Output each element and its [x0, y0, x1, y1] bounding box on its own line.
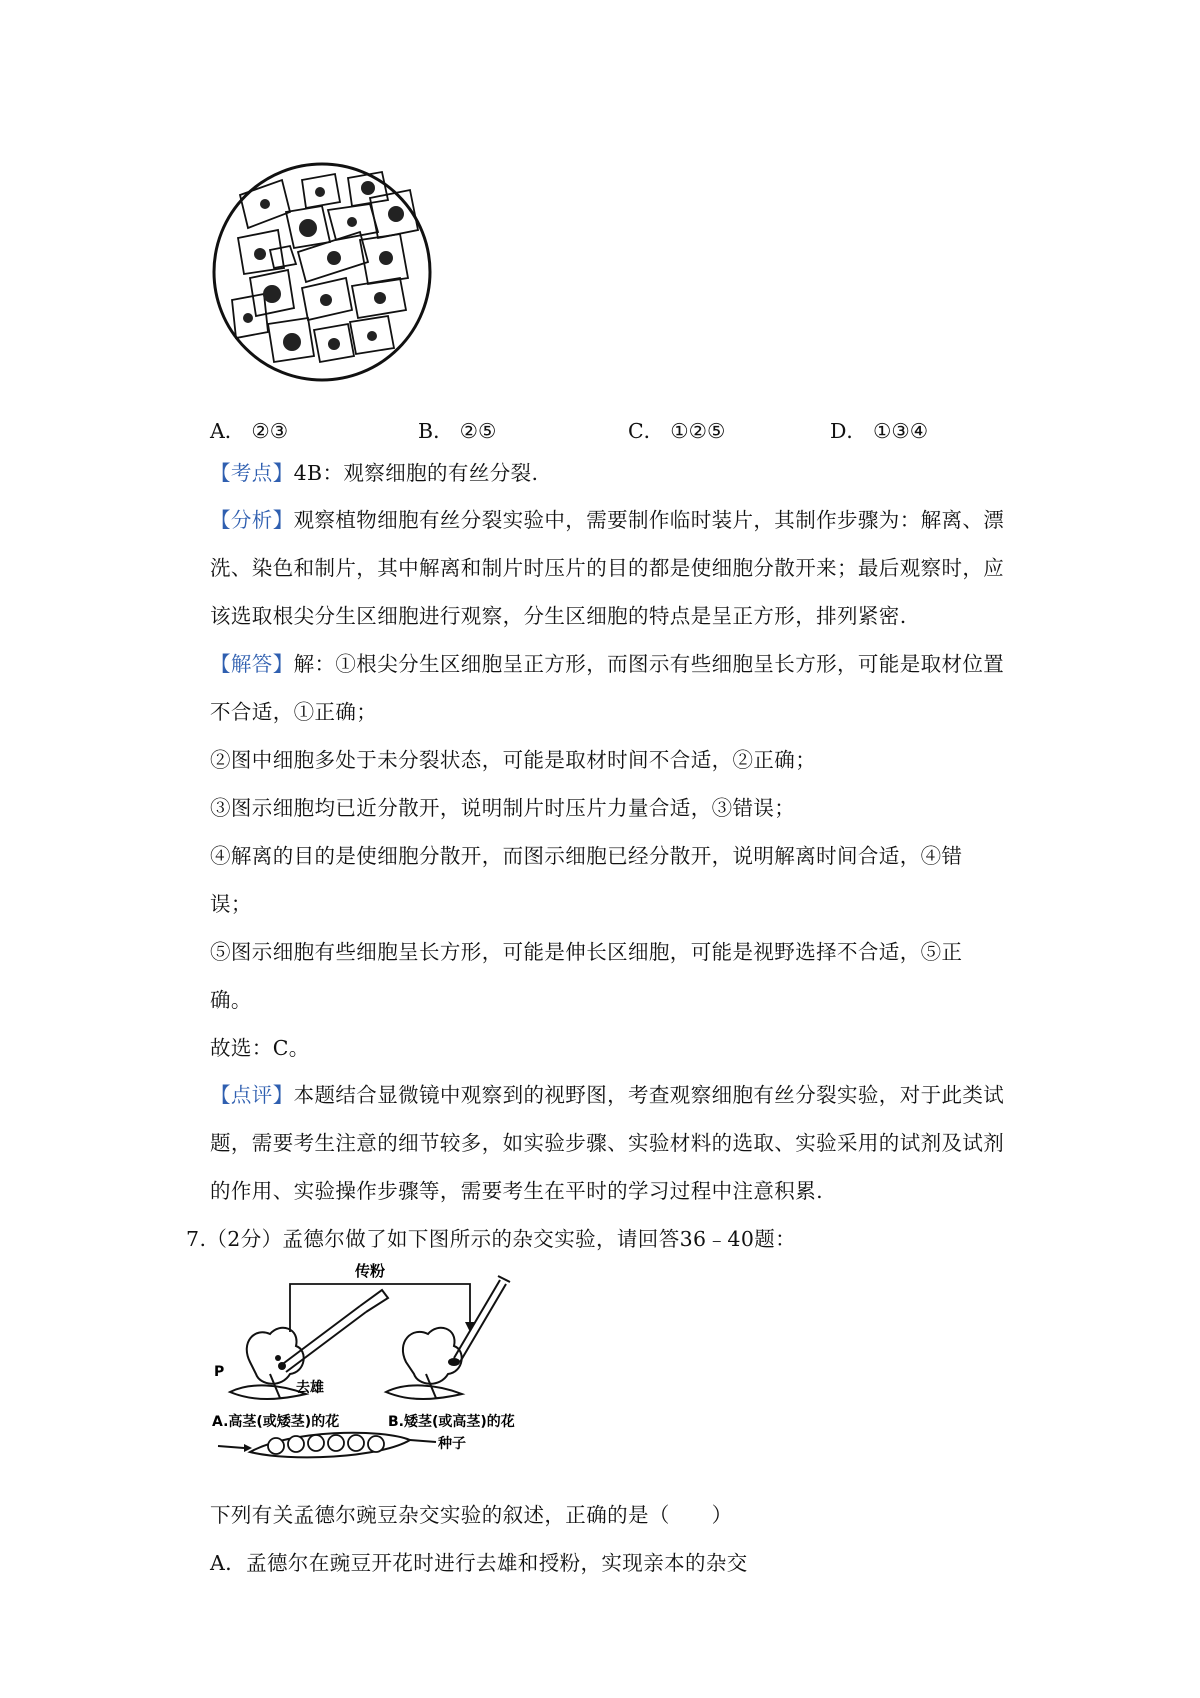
dianping-line-2: 题，需要考生注意的细节较多，如实验步骤、实验材料的选取、实验采用的试剂及试剂	[210, 1131, 1005, 1155]
dianping-tag: 【点评】	[210, 1083, 294, 1107]
label-seed: 种子	[438, 1436, 466, 1452]
jieda-text-1: 解：①根尖分生区细胞呈正方形，而图示有些细胞呈长方形，可能是取材位置	[293, 652, 1005, 676]
jieda-line-5: ④解离的目的是使细胞分散开，而图示细胞已经分散开，说明解离时间合适，④错	[210, 844, 963, 868]
q7-stem: 7.（2分）孟德尔做了如下图所示的杂交实验，请回答36﹣40题：	[186, 1227, 797, 1251]
jieda-line-6: 误；	[210, 892, 252, 916]
option-d-label: D．	[830, 419, 867, 443]
jieda-line-9: 故选：C。	[210, 1036, 310, 1060]
jieda-line-2: 不合适，①正确；	[210, 700, 378, 724]
option-b-label: B．	[418, 419, 454, 443]
label-p: P	[214, 1364, 225, 1380]
fenxi-text-1: 观察植物细胞有丝分裂实验中，需要制作临时装片，其制作步骤为：解离、漂	[293, 508, 1005, 532]
dianping-line-3: 的作用、实验操作步骤等，需要考生在平时的学习过程中注意积累.	[210, 1179, 824, 1203]
kaodian-text: 4B：观察细胞的有丝分裂.	[293, 461, 539, 485]
hybridization-svg	[210, 1262, 540, 1474]
kaodian-line	[210, 463, 538, 484]
label-flower-b: B.矮茎(或高茎)的花	[388, 1414, 515, 1430]
q7-option-a: A．孟德尔在豌豆开花时进行去雄和授粉，实现亲本的杂交	[210, 1551, 748, 1575]
option-d	[830, 414, 928, 444]
dianping-line-1	[210, 1085, 1004, 1106]
jieda-line-7: ⑤图示细胞有些细胞呈长方形，可能是伸长区细胞，可能是视野选择不合适，⑤正	[210, 940, 963, 964]
dianping-text-1: 本题结合显微镜中观察到的视野图，考查观察细胞有丝分裂实验，对于此类试	[293, 1083, 1005, 1107]
jieda-line-1	[210, 654, 1004, 675]
option-c-label: C．	[628, 419, 665, 443]
jieda-line-3: ②图中细胞多处于未分裂状态，可能是取材时间不合适，②正确；	[210, 748, 817, 772]
hybridization-figure	[210, 1262, 540, 1474]
option-a-value: ②③	[251, 419, 289, 443]
jieda-line-8: 确。	[210, 988, 252, 1012]
fenxi-line-2: 洗、染色和制片，其中解离和制片时压片的目的都是使细胞分散开来；最后观察时，应	[210, 556, 1005, 580]
option-b-value: ②⑤	[459, 419, 497, 443]
label-emasculate: 去雄	[296, 1380, 324, 1396]
fenxi-line-1	[210, 510, 1004, 531]
option-b	[418, 414, 496, 444]
option-a-label: A．	[210, 419, 246, 443]
option-c	[628, 414, 725, 444]
q7-question: 下列有关孟德尔豌豆杂交实验的叙述，正确的是（ ）	[210, 1503, 733, 1527]
option-d-value: ①③④	[872, 419, 929, 443]
label-flower-a: A.高茎(或矮茎)的花	[212, 1414, 340, 1430]
fenxi-line-3: 该选取根尖分生区细胞进行观察，分生区细胞的特点是呈正方形，排列紧密.	[210, 604, 907, 628]
option-a	[210, 414, 288, 444]
kaodian-tag: 【考点】	[210, 461, 294, 485]
microscope-figure	[210, 160, 434, 384]
microscope-field-svg	[210, 160, 434, 384]
jieda-line-4: ③图示细胞均已近分散开，说明制片时压片力量合适，③错误；	[210, 796, 796, 820]
option-c-value: ①②⑤	[670, 419, 726, 443]
jieda-tag: 【解答】	[210, 652, 294, 676]
fenxi-tag: 【分析】	[210, 508, 294, 532]
label-pollination: 传粉	[354, 1262, 386, 1280]
